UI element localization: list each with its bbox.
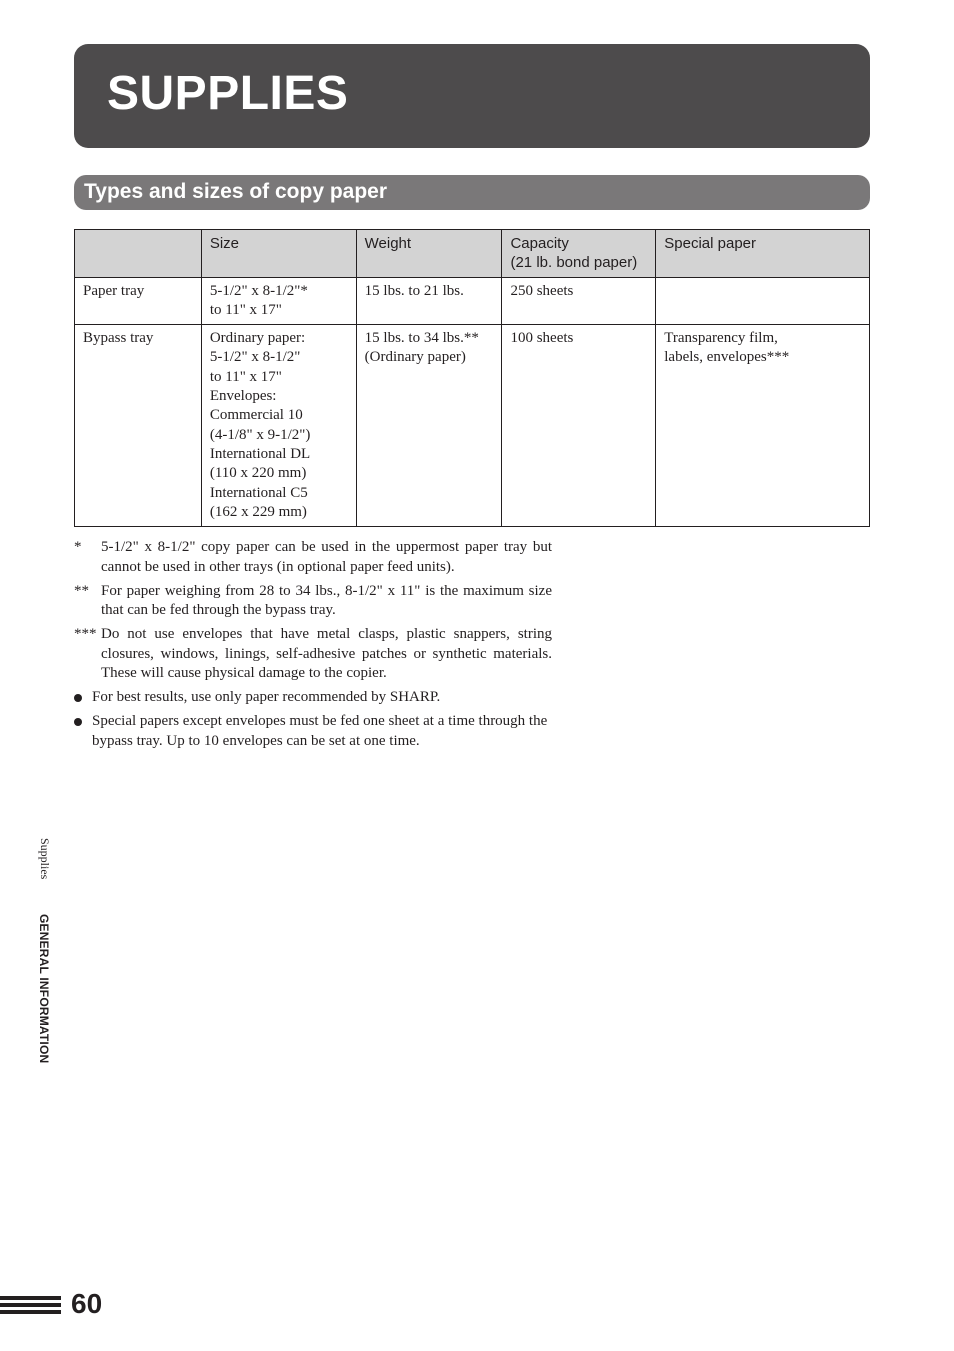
bullet-item <box>74 712 552 751</box>
header-blank <box>75 230 202 278</box>
header-weight: Weight <box>356 230 502 278</box>
table-header-row <box>75 230 870 278</box>
footnote-text: For paper weighing from 28 to 34 lbs., 8-1/2" x 11" is the maximum size that can be fed through the bypass tray. <box>101 582 552 618</box>
bullet-icon <box>74 694 82 702</box>
page-number: 60 <box>71 1288 103 1319</box>
cell-special-paper: Transparency film, labels, envelopes*** <box>656 325 870 527</box>
chapter-banner <box>74 44 870 148</box>
footnote-mark: * <box>74 539 82 555</box>
footnote-text: Do not use envelopes that have metal clasps, plastic snappers, string closures, windows, linings, self-adhesive patches or synthetic materials. These will cause physical damage to the copier. <box>101 626 552 681</box>
bullet-icon <box>74 718 82 726</box>
table-row <box>75 325 870 527</box>
row-label: Bypass tray <box>75 325 202 527</box>
cell-capacity: 100 sheets <box>502 325 656 527</box>
bullet-text: Special papers except envelopes must be fed one sheet at a time through the bypass tray. Up to 10 envelopes can be set at one time. <box>92 713 548 749</box>
page-rule-bottom <box>0 1310 61 1314</box>
paper-specs-table <box>74 229 870 527</box>
section-header <box>74 175 870 210</box>
footnote <box>74 625 552 684</box>
side-tab-sublabel: Supplies <box>38 838 52 880</box>
bullet-text: For best results, use only paper recommended by SHARP. <box>92 689 441 705</box>
footnote-mark: *** <box>74 626 97 642</box>
page-rule-middle <box>0 1303 61 1307</box>
cell-size: Ordinary paper: 5-1/2" x 8-1/2" to 11" x 17" Envelopes: Commercial 10 (4-1/8" x 9-1/2") International DL (110 x 220 mm) International C5 (162 x 229 mm) <box>201 325 356 527</box>
footnotes <box>74 538 552 756</box>
header-capacity: Capacity (21 lb. bond paper) <box>502 230 656 278</box>
section-title: Types and sizes of copy paper <box>84 180 388 203</box>
header-size: Size <box>201 230 356 278</box>
cell-capacity: 250 sheets <box>502 277 656 325</box>
page-rule-top <box>0 1296 61 1300</box>
bullet-item <box>74 688 552 708</box>
table-row <box>75 277 870 325</box>
cell-weight: 15 lbs. to 21 lbs. <box>356 277 502 325</box>
row-label: Paper tray <box>75 277 202 325</box>
footnote-mark: ** <box>74 582 89 599</box>
cell-size: 5-1/2" x 8-1/2"* to 11" x 17" <box>201 277 356 325</box>
cell-special-paper <box>656 277 870 325</box>
cell-weight: 15 lbs. to 34 lbs.** (Ordinary paper) <box>356 325 502 527</box>
footnote-text: 5-1/2" x 8-1/2" copy paper can be used in the uppermost paper tray but cannot be used in other trays (in optional paper feed units). <box>101 539 552 575</box>
side-tab-label: GENERAL INFORMATION <box>37 914 51 1064</box>
footnote <box>74 582 552 621</box>
chapter-title: SUPPLIES <box>107 67 349 120</box>
header-special-paper: Special paper <box>656 230 870 278</box>
footnote <box>74 538 552 577</box>
